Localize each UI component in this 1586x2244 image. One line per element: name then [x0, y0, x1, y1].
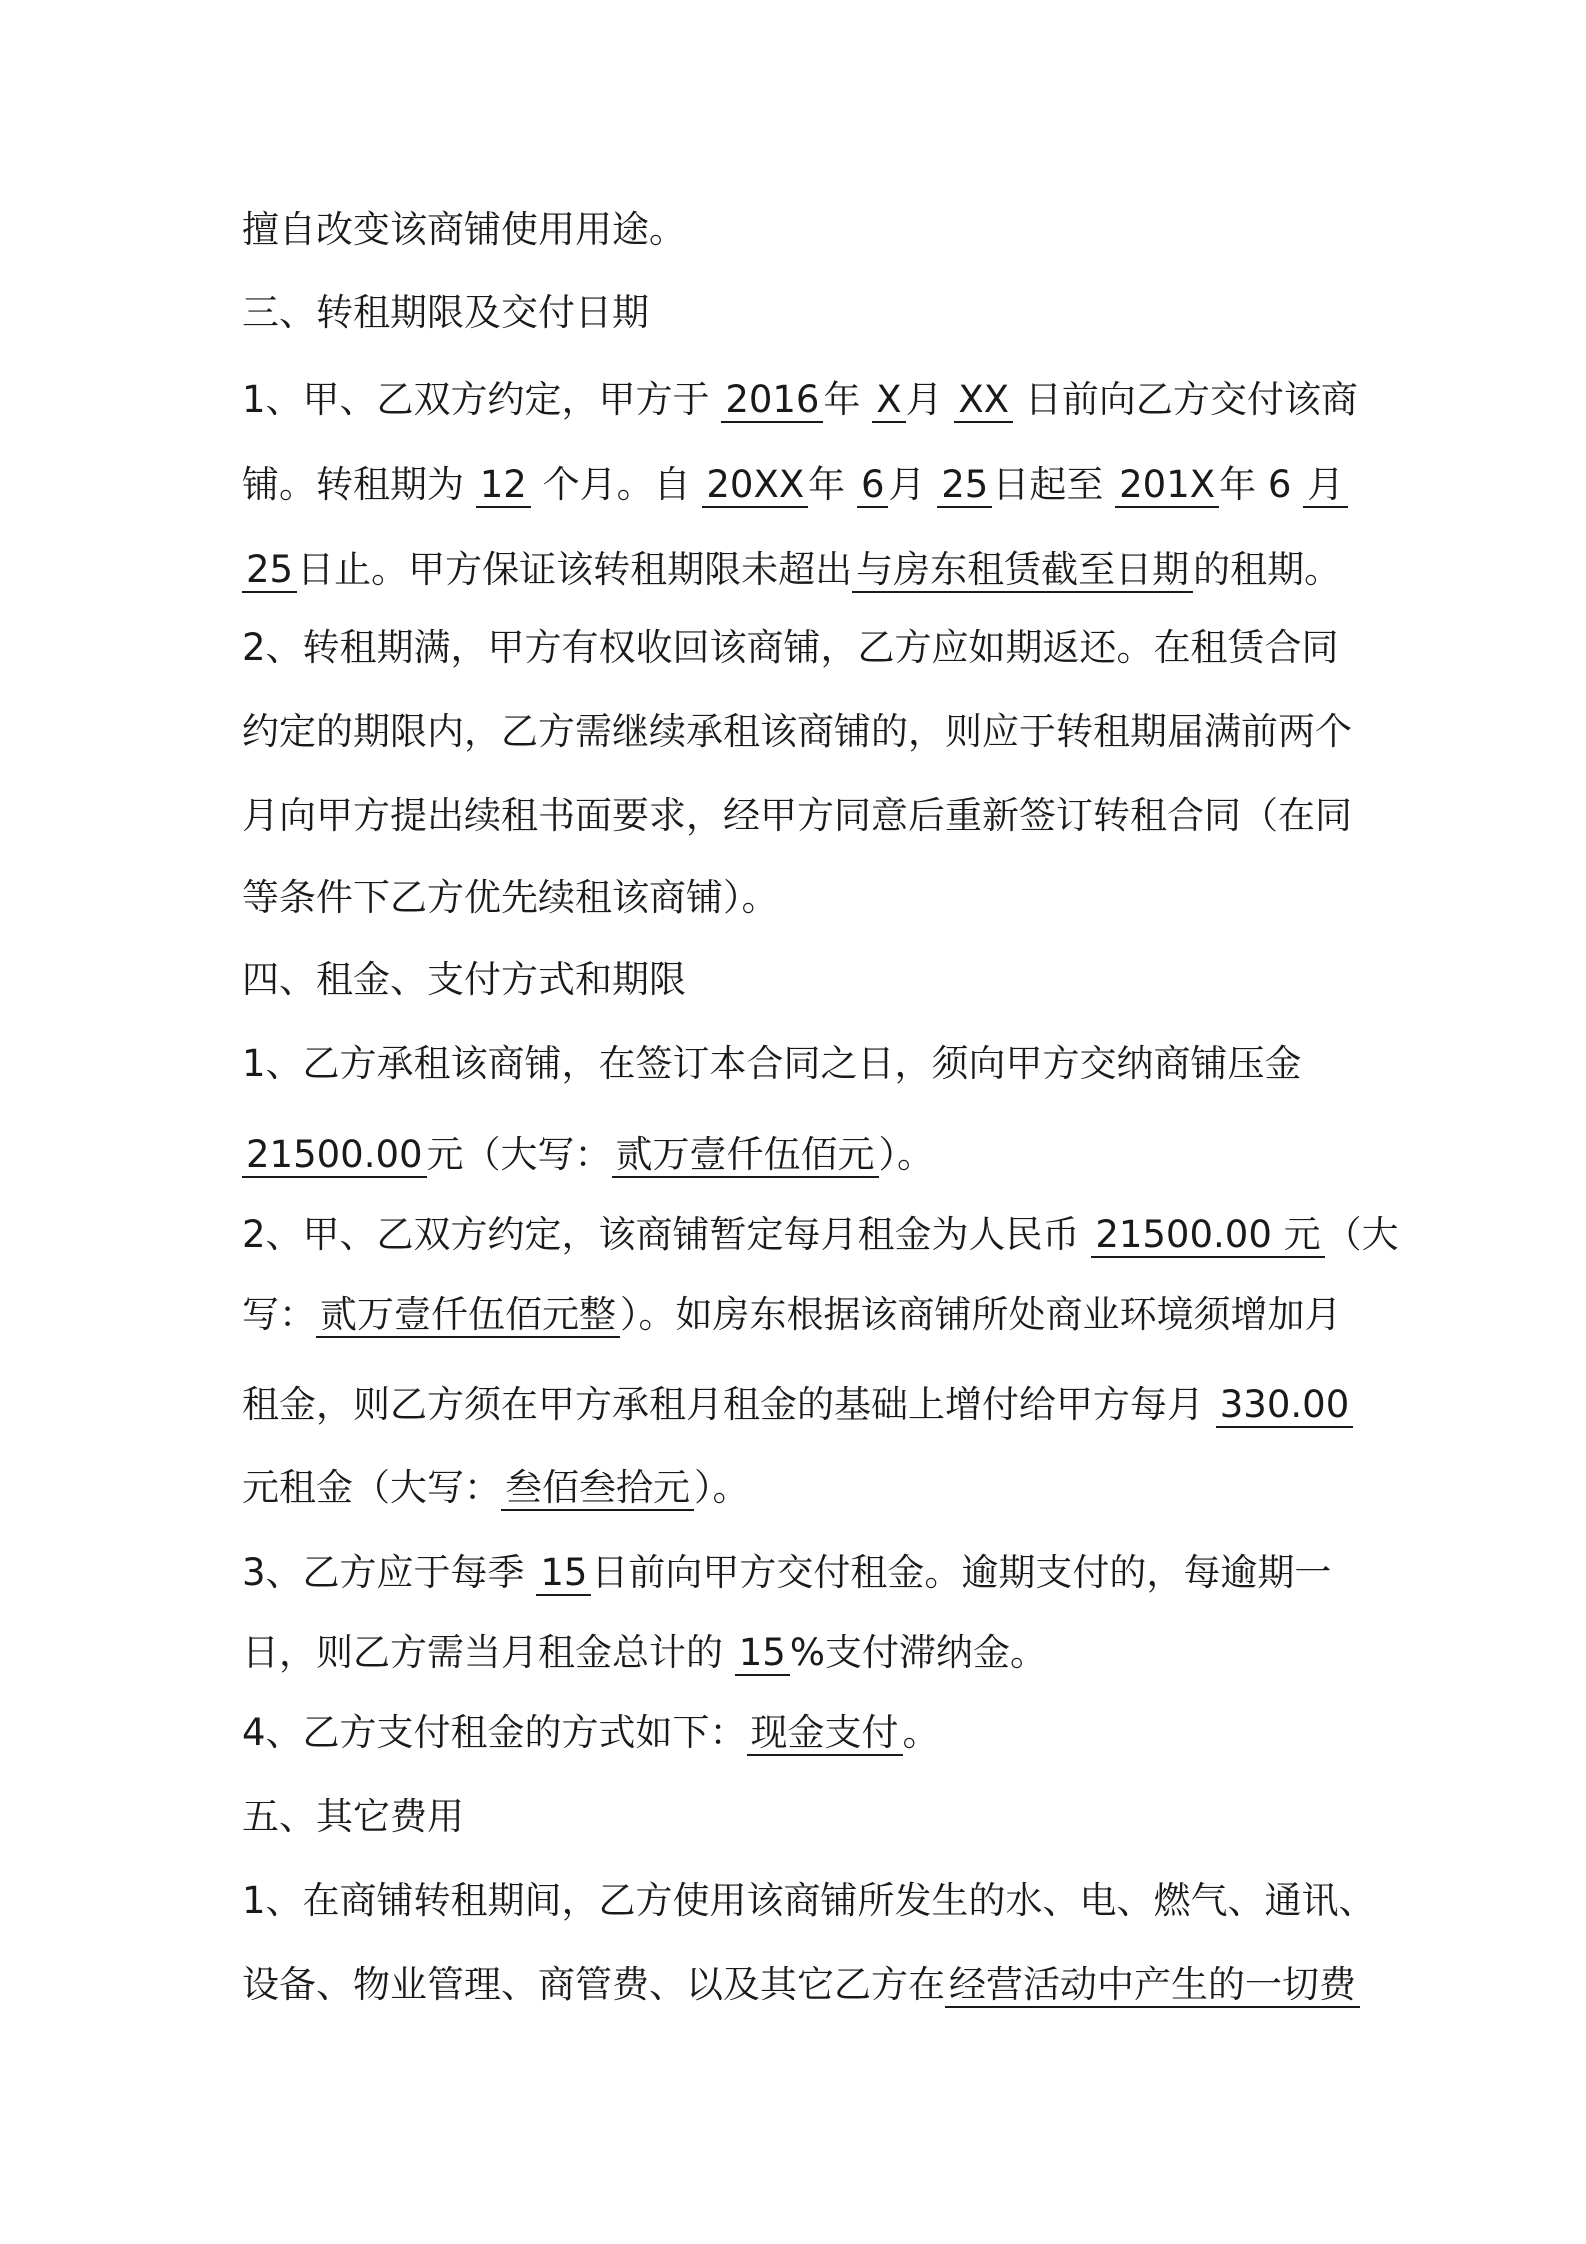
filled-value: 6: [857, 463, 889, 508]
filled-value: 25: [242, 548, 297, 593]
filled-value: 贰万壹仟伍佰元: [612, 1133, 879, 1178]
text-segment: 元租金（大写：: [242, 1466, 501, 1509]
text-line-1: [242, 200, 1360, 260]
section-heading-5: [242, 1787, 1360, 1847]
filled-value: 20XX: [702, 463, 808, 508]
text-line-17: [242, 1543, 1360, 1603]
text-line-11: [242, 1034, 1360, 1094]
filled-value: XX: [954, 378, 1013, 423]
text-line-7: [242, 702, 1360, 762]
text-segment: ）。: [694, 1466, 750, 1509]
text-segment: 月: [888, 463, 938, 506]
filled-value: 15: [735, 1631, 790, 1676]
text-segment: 日前向乙方交付该商: [1013, 378, 1358, 421]
text-segment: 年: [823, 378, 873, 421]
text-segment: 2、转租期满，甲方有权收回该商铺，乙方应如期返还。在租赁合同: [242, 626, 1339, 669]
text-segment: 日起至: [992, 463, 1116, 506]
text-segment: 月: [905, 378, 955, 421]
text-line-9: [242, 868, 1360, 928]
text-line-14: [242, 1285, 1360, 1345]
filled-value: 月: [1303, 463, 1348, 508]
filled-value: 现金支付: [747, 1711, 903, 1756]
filled-value: 叁佰叁拾元: [501, 1466, 694, 1511]
filled-value: 贰万壹仟伍佰元整: [316, 1293, 620, 1338]
filled-value: 经营活动中产生的一切费: [945, 1963, 1360, 2008]
text-segment: 4、乙方支付租金的方式如下：: [242, 1711, 747, 1754]
text-segment: 日前向甲方交付租金。逾期支付的，每逾期一: [591, 1551, 1332, 1594]
section-heading-3: [242, 283, 1360, 343]
text-segment: 等条件下乙方优先续租该商铺）。: [242, 876, 779, 919]
text-line-21: [242, 1871, 1376, 1931]
text-line-18: [242, 1623, 1360, 1683]
text-line-16: [242, 1458, 1360, 1518]
text-segment: 租金，则乙方须在甲方承租月租金的基础上增付给甲方每月: [242, 1383, 1216, 1426]
text-segment: 铺。转租期为: [242, 463, 476, 506]
filled-value: 与房东租赁截至日期: [852, 548, 1193, 593]
filled-value: X: [872, 378, 905, 423]
text-segment: 年: [808, 463, 857, 506]
text-segment: 个月。自: [530, 463, 703, 506]
text-segment: 3、乙方应于每季: [242, 1551, 537, 1594]
text-segment: 日止。甲方保证该转租期限未超出: [297, 548, 853, 591]
filled-value: 2016: [721, 378, 823, 423]
text-line-15: [242, 1375, 1360, 1435]
text-segment: （大: [1324, 1213, 1399, 1256]
filled-value: 12: [476, 463, 531, 508]
text-line-5: [242, 540, 1360, 600]
text-segment: 1、甲、乙双方约定，甲方于: [242, 378, 722, 421]
text-line-12: [242, 1125, 1360, 1185]
filled-value: 201X: [1115, 463, 1219, 508]
text-segment: 三、转租期限及交付日期: [242, 291, 649, 334]
text-segment: %支付滞纳金。: [789, 1631, 1048, 1674]
text-segment: 的租期。: [1193, 548, 1342, 591]
text-segment: 擅自改变该商铺使用用途。: [242, 208, 686, 251]
text-line-22: [242, 1955, 1360, 2015]
text-segment: 五、其它费用: [242, 1795, 464, 1838]
text-segment: 写：: [242, 1293, 316, 1336]
section-heading-4: [242, 950, 1360, 1010]
text-segment: 四、租金、支付方式和期限: [242, 958, 686, 1001]
text-segment: 日，则乙方需当月租金总计的: [242, 1631, 735, 1674]
filled-value: 15: [536, 1551, 591, 1596]
text-segment: 1、乙方承租该商铺，在签订本合同之日，须向甲方交纳商铺压金: [242, 1042, 1302, 1085]
text-segment: 2、甲、乙双方约定，该商铺暂定每月租金为人民币: [242, 1213, 1092, 1256]
text-line-6: [242, 618, 1360, 678]
text-line-13: [242, 1205, 1399, 1265]
text-segment: 设备、物业管理、商管费、以及其它乙方在: [242, 1963, 945, 2006]
filled-value: 21500.00: [242, 1133, 427, 1178]
text-segment: 1、在商铺转租期间，乙方使用该商铺所发生的水、电、燃气、通讯、: [242, 1879, 1376, 1922]
text-line-3: [242, 370, 1360, 430]
text-segment: 月向甲方提出续租书面要求，经甲方同意后重新签订转租合同（在同: [242, 794, 1352, 837]
text-segment: 年 6: [1219, 463, 1304, 506]
text-line-19: [242, 1703, 1360, 1763]
filled-value: 21500.00 元: [1091, 1213, 1324, 1258]
filled-value: 25: [937, 463, 992, 508]
text-segment: ）。: [878, 1133, 935, 1176]
text-segment: 。: [902, 1711, 940, 1754]
text-line-8: [242, 786, 1360, 846]
text-segment: 约定的期限内，乙方需继续承租该商铺的，则应于转租期届满前两个: [242, 710, 1352, 753]
text-line-4: [242, 455, 1360, 515]
text-segment: ）。如房东根据该商铺所处商业环境须增加月: [620, 1293, 1342, 1336]
filled-value: 330.00: [1216, 1383, 1353, 1428]
text-segment: 元（大写：: [426, 1133, 612, 1176]
